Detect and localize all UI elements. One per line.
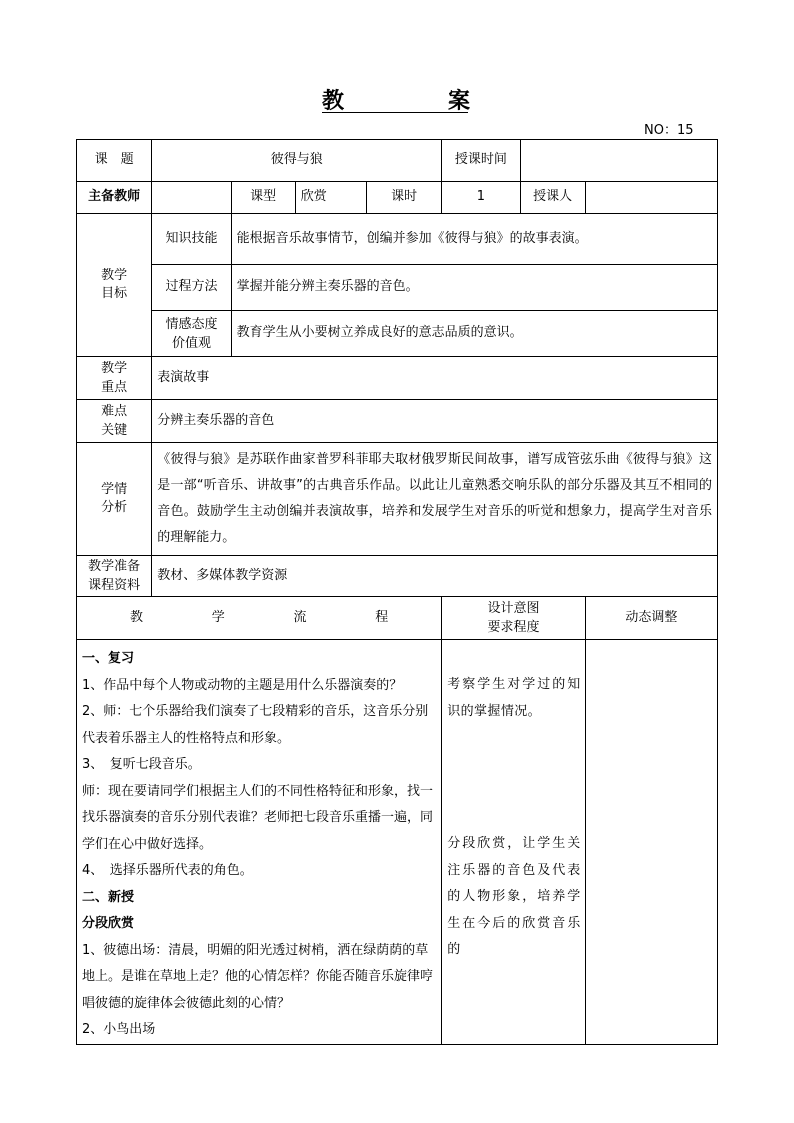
objective-label-emotion-line1: 情感态度 [165, 316, 218, 332]
objective-text-knowledge: 能根据音乐故事情节，创编并参加《彼得与狼》的故事表演。 [231, 214, 717, 265]
hours-value: 1 [442, 182, 520, 214]
flow-line: 3、 复听七段音乐。 [82, 757, 201, 772]
objective-text-emotion: 教育学生从小要树立养成良好的意志品质的意识。 [231, 311, 717, 357]
flow-header-design [442, 597, 585, 640]
analysis-row [77, 443, 718, 556]
analysis-label-line1: 学情 [101, 481, 128, 497]
objective-row-2 [77, 265, 718, 311]
type-value: 欣赏 [295, 182, 366, 214]
objectives-label [77, 214, 152, 357]
difficulties-label-line2: 关键 [101, 423, 128, 438]
flow-header-char-1: 教 [130, 609, 144, 625]
flow-header-char-3: 流 [293, 609, 307, 625]
analysis-label [77, 443, 152, 556]
teacher-label: 主备教师 [77, 182, 152, 214]
key-points-row [77, 357, 718, 400]
analysis-label-line2: 分析 [101, 500, 128, 515]
flow-header-adjust: 动态调整 [585, 597, 717, 640]
flow-line: 2、小鸟出场 [82, 1022, 156, 1037]
title-char-1: 教 [322, 89, 345, 114]
course-row [77, 140, 718, 182]
design-note-new: 分段欣赏，让学生关注乐器的音色及代表的人物形象，培养学生在今后的欣赏音乐的 [447, 836, 581, 957]
difficulties-label [77, 400, 152, 443]
objective-label-process: 过程方法 [152, 265, 231, 311]
title-char-2: 案 [448, 89, 471, 114]
flow-header-char-4: 程 [375, 609, 389, 625]
preparation-text: 教材、多媒体教学资源 [152, 556, 718, 597]
preparation-label [77, 556, 152, 597]
course-value: 彼得与狼 [152, 140, 442, 182]
key-points-label [77, 357, 152, 400]
flow-header-char-2: 学 [211, 609, 225, 625]
flow-header-title [77, 597, 442, 640]
flow-header-design-line2: 要求程度 [487, 620, 540, 635]
flow-header-design-line1: 设计意图 [487, 601, 540, 616]
design-notes [442, 640, 585, 1045]
key-points-label-line2: 重点 [101, 380, 128, 395]
lesson-number: NO：15 [644, 123, 694, 138]
lesson-plan-table [76, 139, 718, 1045]
time-value[interactable] [520, 140, 717, 182]
flow-header-row [77, 597, 718, 640]
flow-line-review-heading: 一、复习 [82, 651, 135, 666]
type-label: 课型 [231, 182, 295, 214]
preparation-label-line2: 课程资料 [88, 578, 141, 593]
title-underline [322, 112, 468, 113]
adjust-cell[interactable] [585, 640, 717, 1045]
preparation-label-line1: 教学准备 [88, 559, 141, 574]
key-points-text: 表演故事 [152, 357, 718, 400]
objective-row-3 [77, 311, 718, 357]
flow-line: 1、彼德出场：清晨，明媚的阳光透过树梢，洒在绿荫荫的草地上。是谁在草地上走？他的心情怎样？你能否随音乐旋律哼唱彼德的旋律体会彼德此刻的心情？ [82, 942, 434, 1011]
objective-label-emotion [152, 311, 231, 357]
flow-line-subheading: 分段欣赏 [82, 916, 135, 931]
teacher-row [77, 182, 718, 214]
objectives-label-line1: 教学 [101, 267, 128, 283]
objective-label-emotion-line2: 价值观 [171, 335, 211, 351]
flow-line-new-heading: 二、新授 [82, 889, 135, 905]
flow-line: 2、师：七个乐器给我们演奏了七段精彩的音乐，这音乐分别代表着乐器主人的性格特点和形象。 [82, 704, 429, 746]
flow-line: 师：现在要请同学们根据主人们的不同性格特征和形象，找一找乐器演奏的音乐分别代表谁？老师把七段音乐重播一遍，同学们在心中做好选择。 [82, 783, 434, 852]
key-points-label-line1: 教学 [101, 361, 128, 376]
difficulties-row [77, 400, 718, 443]
flow-content-row [77, 640, 718, 1045]
objective-row-1 [77, 214, 718, 265]
flow-line: 4、 选择乐器所代表的角色。 [82, 863, 253, 878]
time-label: 授课时间 [442, 140, 520, 182]
lecturer-label: 授课人 [520, 182, 585, 214]
objectives-label-line2: 目标 [101, 286, 128, 301]
difficulties-label-line1: 难点 [101, 404, 128, 419]
lecturer-value[interactable] [585, 182, 717, 214]
course-label: 课 题 [77, 140, 152, 182]
analysis-text: 《彼得与狼》是苏联作曲家普罗科菲耶夫取材俄罗斯民间故事，谱写成管弦乐曲《彼得与狼》这是一部“听音乐、讲故事”的古典音乐作品。以此让儿童熟悉交响乐队的部分乐器及其互不相同的音色。鼓励学生主动创编并表演故事，培养和发展学生对音乐的听觉和想象力，提高学生对音乐的理解能力。 [152, 443, 718, 556]
preparation-row [77, 556, 718, 597]
difficulties-text: 分辨主奏乐器的音色 [152, 400, 718, 443]
teacher-value[interactable] [152, 182, 231, 214]
objective-text-process: 掌握并能分辨主奏乐器的音色。 [231, 265, 717, 311]
flow-line: 1、作品中每个人物或动物的主题是用什么乐器演奏的？ [82, 677, 403, 693]
objective-label-knowledge: 知识技能 [152, 214, 231, 265]
hours-label: 课时 [366, 182, 441, 214]
design-note-review: 考察学生对学过的知识的掌握情况。 [447, 677, 581, 719]
flow-content [77, 640, 442, 1045]
